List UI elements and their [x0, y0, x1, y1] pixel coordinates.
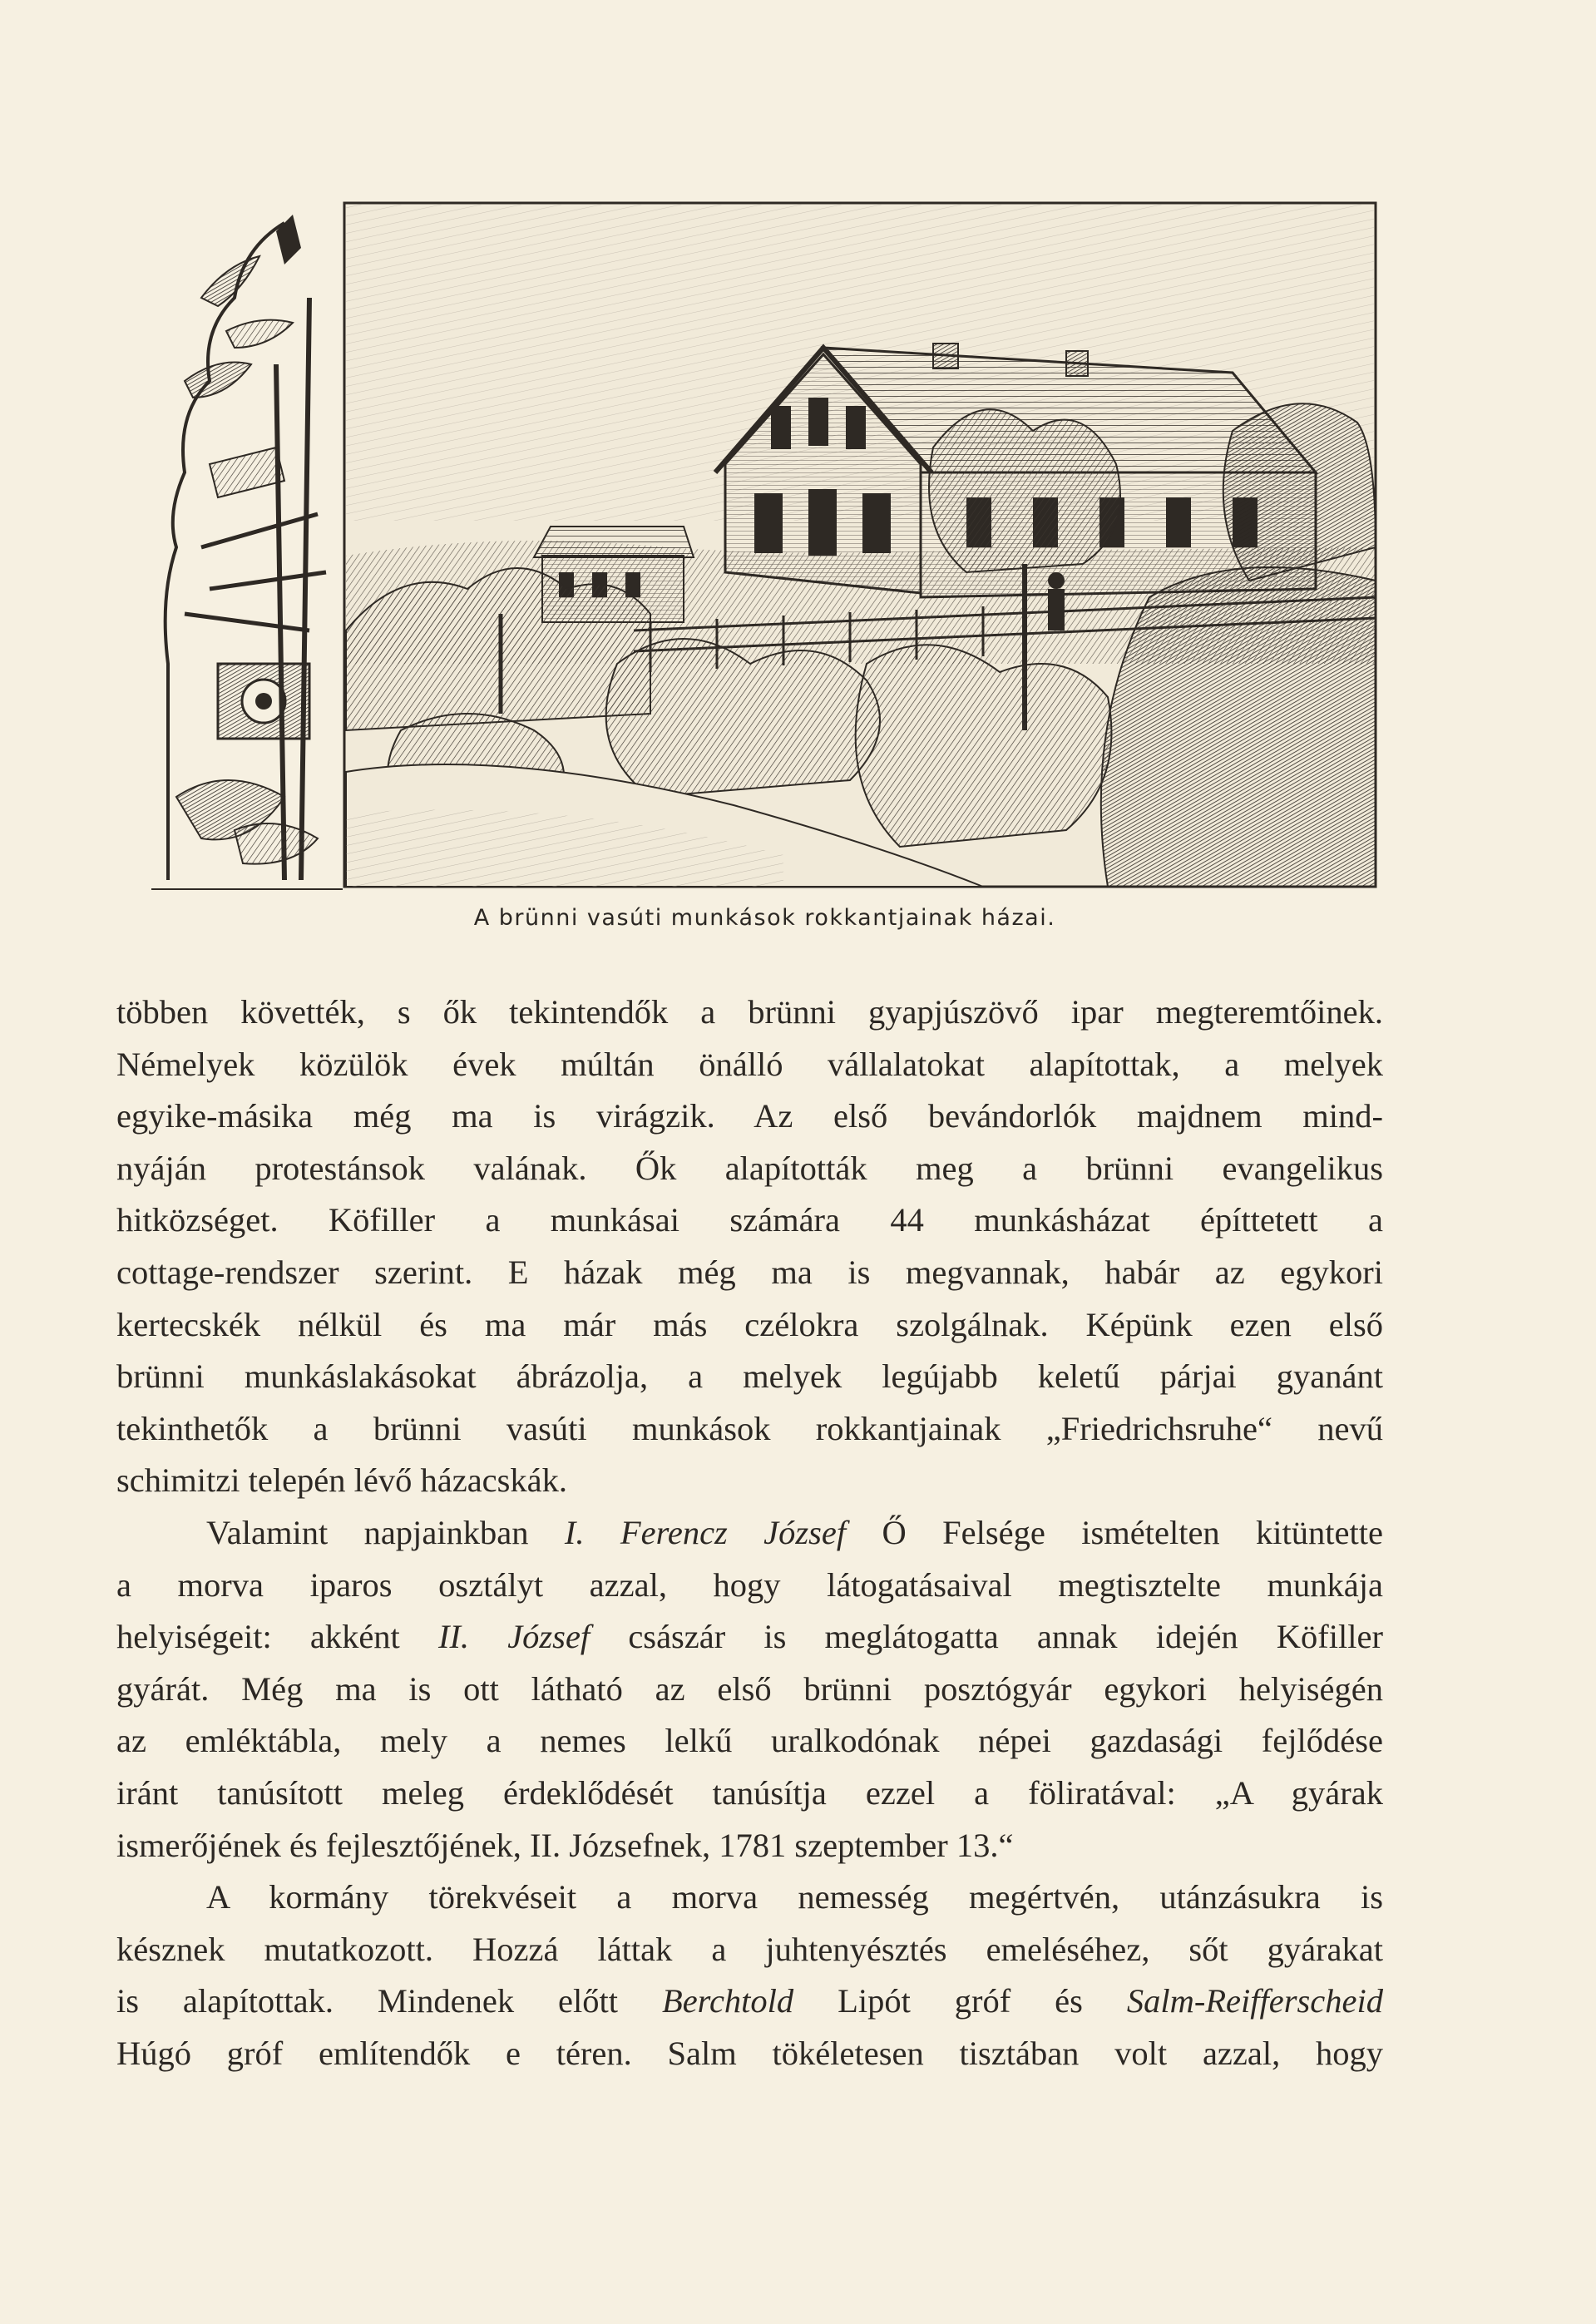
text-line: is alapítottak. Mindenek előtt Berchtold Lipót gróf és Salm-Reifferscheid — [116, 1982, 1383, 2020]
text-line: kertecskék nélkül és ma már más czélokra szolgálnak. Képünk ezen első — [116, 1305, 1383, 1343]
text-line: cottage-rendszer szerint. E házak még ma is megvannak, habár az egykori — [116, 1253, 1383, 1291]
text-line: iránt tanúsított meleg érdeklődését tanúsítja ezzel a föliratával: „A gyárak — [116, 1773, 1383, 1812]
ornament-vignette — [151, 215, 343, 890]
figure-caption: A brünni vasúti munkások rokkantjainak házai. — [473, 905, 1056, 931]
text-line: schimitzi telepén lévő házacskák. — [116, 1461, 568, 1500]
text-line: A kormány törekvéseit a morva nemesség megértvén, utánzásukra is — [206, 1878, 1383, 1916]
text-line: egyike-másika még ma is virágzik. Az első bevándorlók majdnem mind- — [116, 1097, 1383, 1135]
scene-frame — [344, 203, 1376, 887]
engraving-illustration — [151, 198, 1378, 890]
italic-name: I. Ferencz József — [564, 1513, 847, 1551]
text-line: Némelyek közülök évek múltán önálló vállalatokat alapítottak, a melyek — [116, 1045, 1383, 1083]
text-line: Húgó gróf említendők e téren. Salm tökéletesen tisztában volt azzal, hogy — [116, 2034, 1383, 2072]
text-line: gyárát. Még ma is ott látható az első brünni posztógyár egykori helyiségén — [116, 1669, 1383, 1708]
text-line: késznek mutatkozott. Hozzá láttak a juhtenyésztés emeléséhez, sőt gyárakat — [116, 1930, 1383, 1968]
text-line: többen követték, s ők tekintendők a brünni gyapjúszövő ipar megteremtőinek. — [116, 993, 1383, 1031]
text-line: hitközséget. Köfiller a munkásai számára 44 munkásházat építtetett a — [116, 1201, 1383, 1239]
text-line: ismerőjének és fejlesztőjének, II. Józsefnek, 1781 szeptember 13.“ — [116, 1826, 1014, 1864]
text-line: nyáján protestánsok valának. Ők alapították meg a brünni evangelikus — [116, 1149, 1383, 1187]
text-line: Valamint napjainkban I. Ferencz József Ő Felsége ismételten kitüntette — [206, 1513, 1383, 1551]
text-line: brünni munkáslakásokat ábrázolja, a melyek legújabb keletű párjai gyanánt — [116, 1357, 1383, 1396]
text-line: az emléktábla, mely a nemes lelkű uralkodónak népei gazdasági fejlődése — [116, 1722, 1383, 1760]
text-line: tekinthetők a brünni vasúti munkások rokkantjainak „Friedrichsruhe“ nevű — [116, 1409, 1383, 1447]
text-line: helyiségeit: akként II. József császár is meglátogatta annak idején Köfiller — [116, 1618, 1384, 1656]
body-text — [116, 986, 1383, 2079]
italic-name: Berchtold — [661, 1982, 794, 2020]
illustration-figure — [151, 198, 1378, 890]
italic-name: Salm-Reifferscheid — [1126, 1982, 1383, 2020]
italic-name: II. József — [437, 1618, 590, 1656]
text-line: a morva iparos osztályt azzal, hogy látogatásaival megtisztelte munkája — [116, 1565, 1383, 1604]
